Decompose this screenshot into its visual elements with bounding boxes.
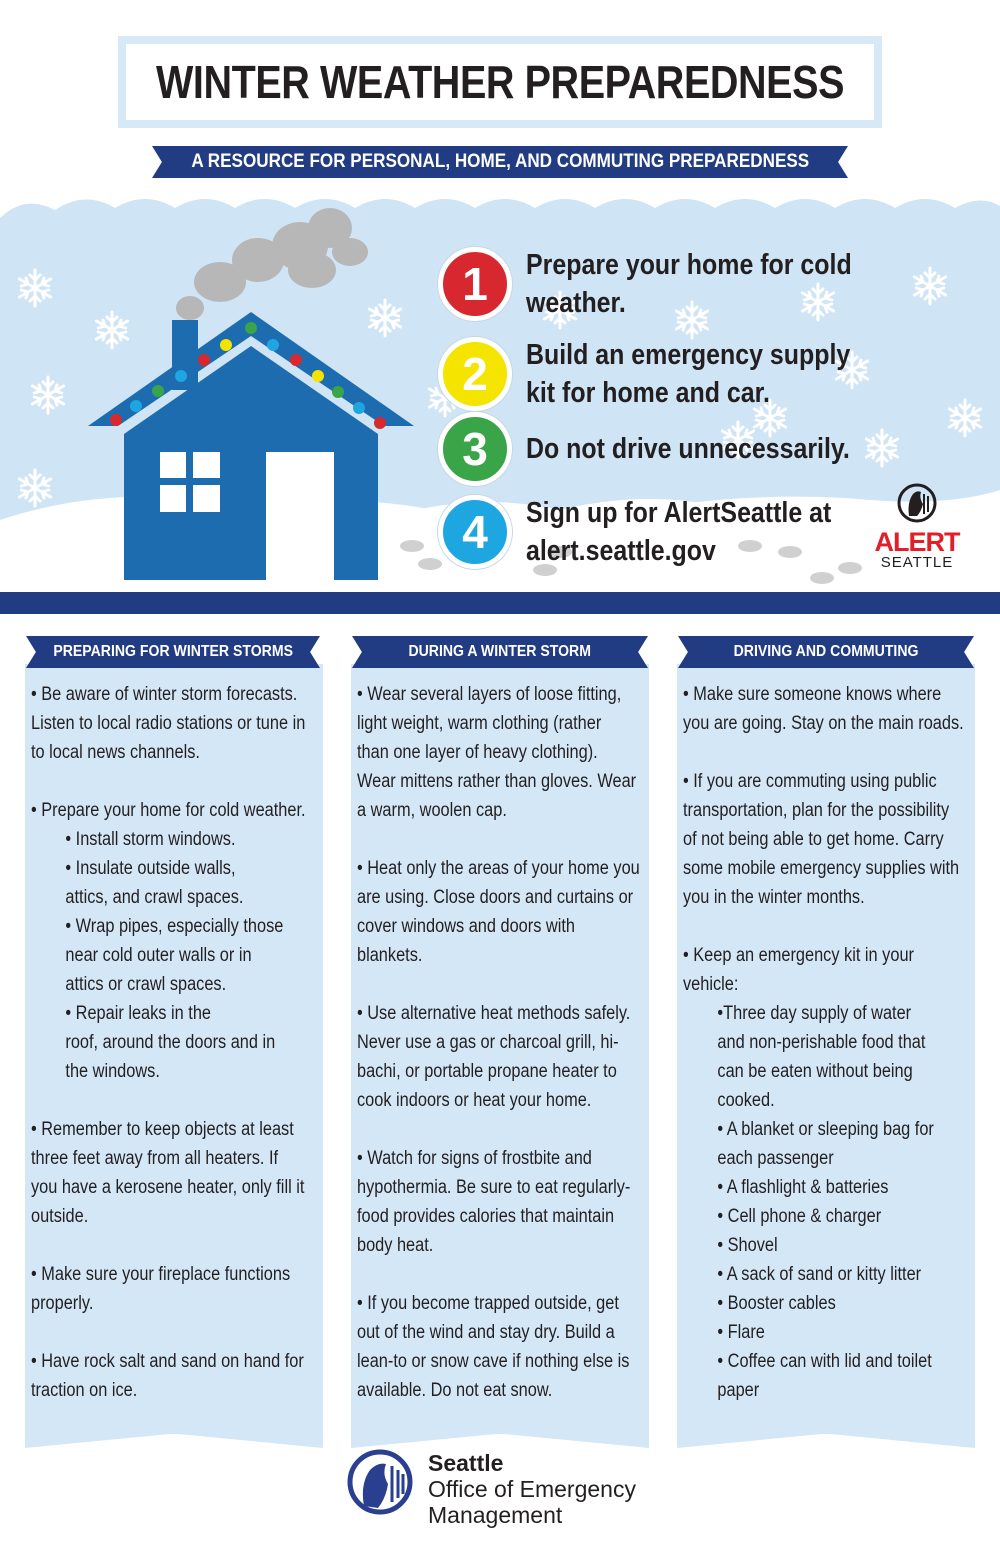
col3-line: • Coffee can with lid and toilet (717, 1351, 932, 1372)
col3-line: each passenger (717, 1148, 834, 1169)
col3-line: • If you are commuting using public (683, 771, 937, 792)
col2-line: light weight, warm clothing (rather (357, 713, 602, 734)
col2-heading-text: DURING A WINTER STORM (408, 643, 592, 660)
column-preparing (25, 664, 323, 1434)
col1-line: • Install storm windows. (65, 829, 236, 850)
col2-line: • If you become trapped outside, get (357, 1293, 619, 1314)
hero-scene (0, 190, 1000, 592)
col2-line: out of the wind and stay dry. Build a (357, 1322, 615, 1343)
col2-line: cook indoors or heat your home. (357, 1090, 592, 1111)
col1-line: • Have rock salt and sand on hand for (31, 1351, 304, 1372)
spacer (31, 1318, 323, 1347)
col1-line: roof, around the doors and in (65, 1032, 276, 1053)
column-preparing-body (31, 680, 323, 1405)
alert-logo-sub: SEATTLE (880, 554, 954, 571)
spacer (357, 825, 649, 854)
col2-line: lean-to or snow cave if nothing else is (357, 1351, 630, 1372)
step-1-badge: 1 (438, 247, 512, 321)
col1-line: outside. (31, 1206, 89, 1227)
col3-line: • A blanket or sleeping bag for (717, 1119, 934, 1140)
step-3-badge: 3 (438, 412, 512, 486)
title-frame (118, 36, 882, 128)
title-box (126, 44, 874, 120)
step-4-text: Sign up for AlertSeattle at alert.seattle.gov (526, 497, 832, 567)
divider-band (0, 592, 1000, 614)
col1-line: three feet away from all heaters. If (31, 1148, 279, 1169)
col1-line: attics or crawl spaces. (65, 974, 227, 995)
column-driving-heading (692, 636, 960, 668)
col3-line: • A flashlight & batteries (717, 1177, 889, 1198)
spacer (31, 1086, 323, 1115)
page-title: WINTER WEATHER PREPAREDNESS (155, 56, 845, 108)
subtitle-text: A RESOURCE FOR PERSONAL, HOME, AND COMMUTING PREPAREDNESS (191, 151, 809, 172)
step-1 (438, 246, 936, 322)
alert-seattle-logo (862, 482, 972, 574)
col1-line: • Wrap pipes, especially those (65, 916, 284, 937)
step-4-badge: 4 (438, 495, 512, 569)
column-tail (677, 1432, 975, 1448)
col3-line: vehicle: (683, 974, 739, 995)
col1-line: • Remember to keep objects at least (31, 1119, 294, 1140)
subtitle-ribbon (166, 146, 834, 178)
col3-line: of not being able to get home. Carry (683, 829, 944, 850)
col3-line: • Booster cables (717, 1293, 836, 1314)
col3-line: can be eaten without being (717, 1061, 913, 1082)
col2-line: than one layer of heavy clothing). (357, 742, 598, 763)
footer-line-1: Seattle (428, 1450, 504, 1476)
col3-line: cooked. (717, 1090, 775, 1111)
spacer (683, 912, 975, 941)
col1-line: • Prepare your home for cold weather. (31, 800, 306, 821)
col1-line: • Repair leaks in the (65, 1003, 211, 1024)
spacer (683, 738, 975, 767)
city-seal-icon (897, 482, 937, 524)
col1-line: to local news channels. (31, 742, 200, 763)
col2-line: bachi, or portable propane heater to (357, 1061, 617, 1082)
col2-line: • Watch for signs of frostbite and (357, 1148, 592, 1169)
col1-line: properly. (31, 1293, 94, 1314)
col2-line: hypothermia. Be sure to eat regularly- (357, 1177, 631, 1198)
alert-logo-word: ALERT (874, 527, 960, 557)
col2-line: a warm, woolen cap. (357, 800, 507, 821)
col3-heading-text: DRIVING AND COMMUTING (733, 643, 919, 660)
col1-line: • Insulate outside walls, (65, 858, 236, 879)
col2-line: • Heat only the areas of your home you (357, 858, 640, 879)
column-driving (677, 664, 975, 1434)
col2-line: cover windows and doors with (357, 916, 575, 937)
footer-logo (344, 1446, 684, 1536)
col2-line: Wear mittens rather than gloves. Wear (357, 771, 637, 792)
column-during-heading (366, 636, 634, 668)
col3-line: •Three day supply of water (717, 1003, 912, 1024)
step-2-text: Build an emergency supply kit for home and car. (526, 339, 851, 409)
step-3 (438, 412, 976, 486)
col2-line: • Use alternative heat methods safely. (357, 1003, 631, 1024)
col3-line: paper (717, 1380, 760, 1401)
spacer (357, 1260, 649, 1289)
step-3-text: Do not drive unnecessarily. (526, 433, 850, 465)
col3-line: transportation, plan for the possibility (683, 800, 950, 821)
col3-line: some mobile emergency supplies with (683, 858, 960, 879)
col1-line: you have a kerosene heater, only fill it (31, 1177, 305, 1198)
col2-line: food provides calories that maintain (357, 1206, 615, 1227)
footer-line-2: Office of Emergency (428, 1476, 636, 1502)
col3-line: you are going. Stay on the main roads. (683, 713, 964, 734)
col2-line: Never use a gas or charcoal grill, hi- (357, 1032, 619, 1053)
col3-line: you in the winter months. (683, 887, 865, 908)
col3-line: • Flare (717, 1322, 765, 1343)
col2-line: available. Do not eat snow. (357, 1380, 553, 1401)
city-seal-icon (346, 1446, 416, 1520)
column-during-body (357, 680, 649, 1405)
col3-line: • Make sure someone knows where (683, 684, 942, 705)
col3-line: • Cell phone & charger (717, 1206, 882, 1227)
col2-line: blankets. (357, 945, 423, 966)
step-2-badge: 2 (438, 337, 512, 411)
col1-line: the windows. (65, 1061, 160, 1082)
column-preparing-heading (40, 636, 306, 668)
col2-line: • Wear several layers of loose fitting, (357, 684, 622, 705)
col1-line: attics, and crawl spaces. (65, 887, 244, 908)
spacer (31, 767, 323, 796)
column-tail (25, 1432, 323, 1448)
col3-line: and non-perishable food that (717, 1032, 926, 1053)
col2-line: body heat. (357, 1235, 434, 1256)
col3-line: • A sack of sand or kitty litter (717, 1264, 922, 1285)
col1-line: traction on ice. (31, 1380, 138, 1401)
col1-line: Listen to local radio stations or tune in (31, 713, 306, 734)
col3-line: • Keep an emergency kit in your (683, 945, 914, 966)
col3-line: • Shovel (717, 1235, 778, 1256)
column-driving-body (683, 680, 975, 1405)
col2-line: are using. Close doors and curtains or (357, 887, 634, 908)
footer-text (428, 1450, 636, 1528)
col1-line: • Make sure your fireplace functions (31, 1264, 291, 1285)
col1-heading-text: PREPARING FOR WINTER STORMS (53, 643, 293, 660)
step-1-text: Prepare your home for cold weather. (526, 249, 852, 319)
spacer (31, 1231, 323, 1260)
step-2 (438, 336, 936, 412)
spacer (357, 970, 649, 999)
column-during (351, 664, 649, 1434)
col1-line: • Be aware of winter storm forecasts. (31, 684, 298, 705)
spacer (357, 1115, 649, 1144)
footer-line-3: Management (428, 1502, 563, 1528)
col1-line: near cold outer walls or in (65, 945, 252, 966)
